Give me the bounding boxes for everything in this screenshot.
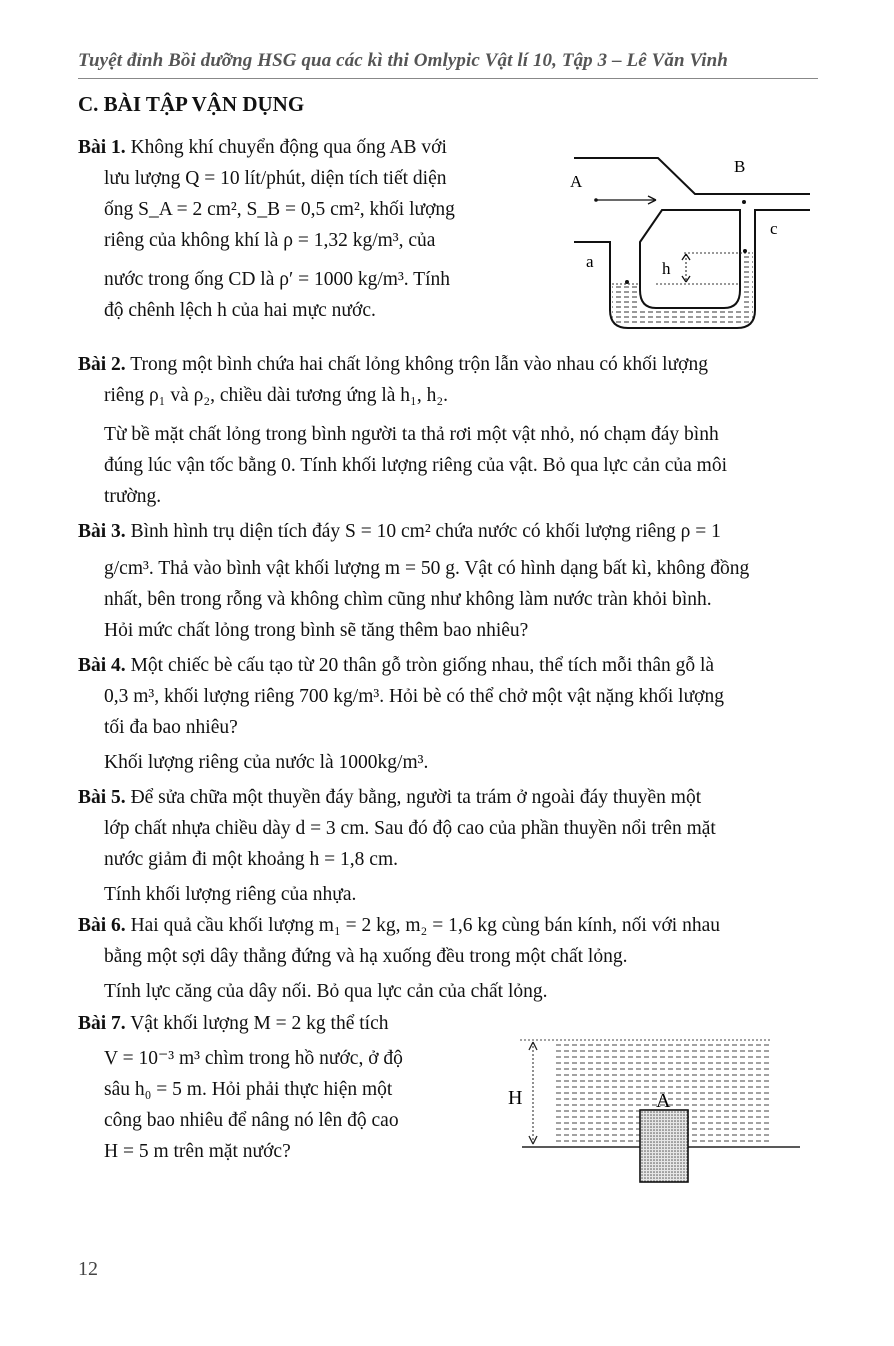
figure-lake-block (500, 1030, 810, 1190)
problem-line: bằng một sợi dây thẳng đứng và hạ xuống đều trong một chất lỏng. (104, 946, 628, 967)
problem-line: Tính khối lượng riêng của nhựa. (104, 884, 357, 905)
problem-line: Tính lực căng của dây nối. Bỏ qua lực cản của chất lỏng. (104, 981, 548, 1002)
problem-line: Hỏi mức chất lỏng trong bình sẽ tăng thêm bao nhiêu? (104, 620, 529, 641)
problem-line: nước trong ống CD là ρ′ = 1000 kg/m³. Tính (104, 269, 451, 290)
label-B: B (734, 157, 746, 176)
problem-line: Từ bề mặt chất lỏng trong bình người ta thả rơi một vật nhỏ, nó chạm đáy bình (104, 424, 719, 445)
problem-line: sâu h₀ = 5 m. Hỏi phải thực hiện một (104, 1079, 393, 1100)
problem-line: g/cm³. Thả vào bình vật khối lượng m = 50 g. Vật có hình dạng bất kì, không đồng (104, 558, 750, 579)
problem-line: nhất, bên trong rỗng và không chìm cũng như không làm nước tràn khỏi bình. (104, 589, 712, 610)
page-number: 12 (78, 1258, 98, 1280)
problem-line: riêng của không khí là ρ = 1,32 kg/m³, của (104, 230, 436, 251)
problem-line: tối đa bao nhiêu? (104, 717, 238, 738)
problem-line: trường. (104, 486, 162, 507)
problem-label: Bài 5. (78, 787, 126, 808)
problem-line: H = 5 m trên mặt nước? (104, 1141, 291, 1162)
problem-line: V = 10⁻³ m³ chìm trong hồ nước, ở độ (104, 1048, 403, 1069)
problem-line: Trong một bình chứa hai chất lỏng không trộn lẫn vào nhau có khối lượng (130, 354, 708, 375)
problem-label: Bài 4. (78, 655, 126, 676)
problem-line: lưu lượng Q = 10 lít/phút, diện tích tiết diện (104, 168, 447, 189)
problem-2 (78, 349, 814, 512)
problem-line: độ chênh lệch h của hai mực nước. (104, 300, 376, 321)
label-a: a (586, 252, 594, 271)
problem-label: Bài 1. (78, 137, 126, 158)
running-header: Tuyệt đỉnh Bồi dưỡng HSG qua các kì thi Omlypic Vật lí 10, Tập 3 – Lê Văn Vinh (78, 50, 728, 71)
problem-line: 0,3 m³, khối lượng riêng 700 kg/m³. Hỏi bè có thể chở một vật nặng khối lượng (104, 686, 724, 707)
problem-line: Một chiếc bè cấu tạo từ 20 thân gỗ tròn giống nhau, thể tích mỗi thân gỗ là (130, 655, 715, 676)
problem-line: Khối lượng riêng của nước là 1000kg/m³. (104, 752, 429, 773)
problem-label: Bài 2. (78, 354, 126, 375)
label-H: H (508, 1087, 523, 1109)
problem-line: nước giảm đi một khoảng h = 1,8 cm. (104, 849, 399, 870)
problem-5 (78, 782, 814, 910)
problem-3 (78, 516, 814, 646)
label-block-A: A (656, 1090, 671, 1112)
label-h: h (662, 259, 671, 278)
problem-1 (78, 132, 502, 326)
problem-label: Bài 6. (78, 915, 126, 936)
problem-6 (78, 910, 814, 1007)
problem-line: lớp chất nhựa chiều dày d = 3 cm. Sau đó độ cao của phần thuyền nổi trên mặt (104, 818, 716, 839)
problem-label: Bài 7. (78, 1013, 126, 1034)
section-title: C. BÀI TẬP VẬN DỤNG (78, 92, 305, 116)
problem-label: Bài 3. (78, 521, 126, 542)
problem-4 (78, 650, 814, 778)
problem-line: riêng ρ₁ và ρ₂, chiều dài tương ứng là h₁, h₂. (104, 385, 448, 406)
problem-line: Vật khối lượng M = 2 kg thể tích (130, 1013, 389, 1034)
problem-line: đúng lúc vận tốc bằng 0. Tính khối lượng riêng của vật. Bỏ qua lực cản của môi (104, 455, 727, 476)
problem-line: Để sửa chữa một thuyền đáy bằng, người ta trám ở ngoài đáy thuyền một (130, 787, 702, 808)
problem-7 (78, 1008, 456, 1167)
problem-line: công bao nhiêu để nâng nó lên độ cao (104, 1110, 399, 1131)
label-c: c (770, 219, 778, 238)
figure-venturi-tube (560, 150, 820, 335)
header-rule (78, 78, 818, 79)
problem-line: Không khí chuyển động qua ống AB với (130, 137, 447, 158)
label-A: A (570, 172, 583, 191)
problem-line: Bình hình trụ diện tích đáy S = 10 cm² chứa nước có khối lượng riêng ρ = 1 (130, 521, 721, 542)
problem-line: ống S_A = 2 cm², S_B = 0,5 cm², khối lượng (104, 199, 455, 220)
problem-line: Hai quả cầu khối lượng m₁ = 2 kg, m₂ = 1,6 kg cùng bán kính, nối với nhau (130, 915, 720, 936)
